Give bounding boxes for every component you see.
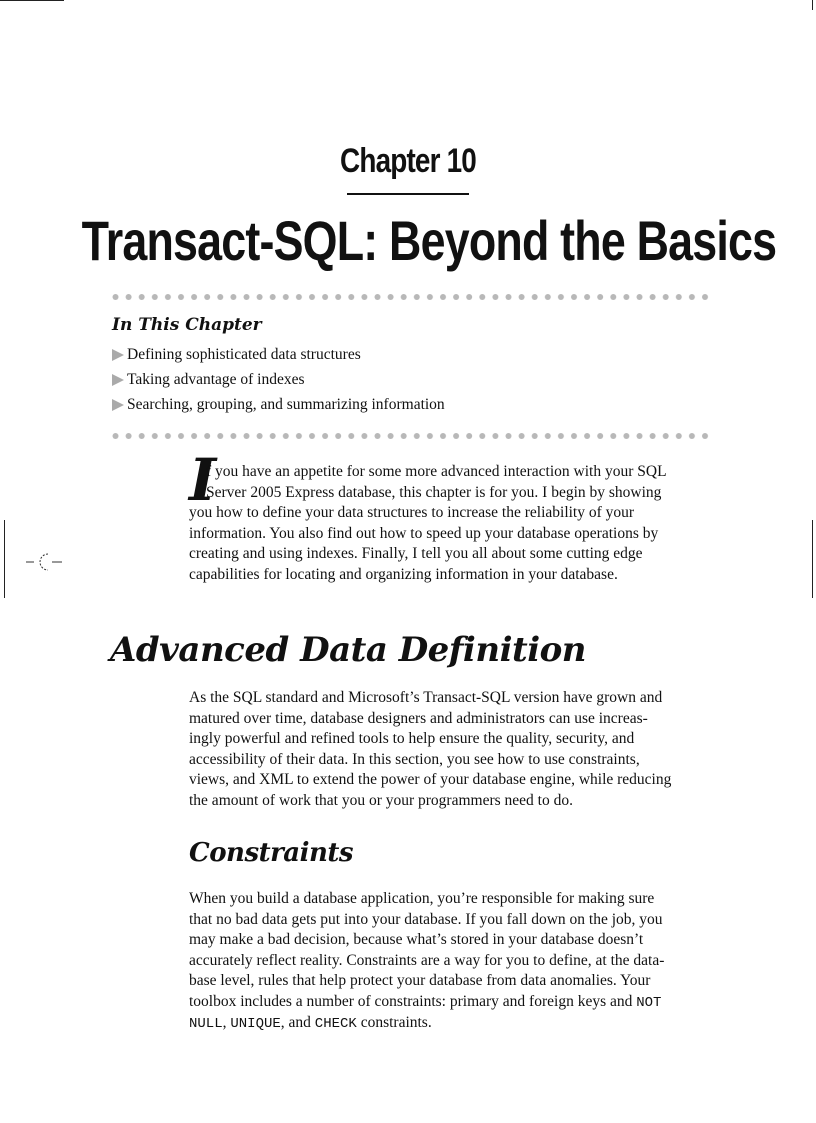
code-null: NULL <box>189 1016 223 1032</box>
bullet-arrow-icon <box>112 399 124 411</box>
in-this-chapter-heading: In This Chapter <box>112 315 262 335</box>
code-not: NOT <box>636 994 662 1011</box>
binding-mark-right <box>812 520 813 598</box>
crop-mark-top <box>0 0 64 1</box>
dotted-divider-top <box>112 293 712 301</box>
chapter-underline <box>347 193 469 195</box>
section-paragraph: As the SQL standard and Microsoft’s Transact-SQL version have grown and matured over time, database designers and administrators can use increas- ingly powerful and refined tools to help ensure the quality, security, and accessibility of their data. In this section, you see how to use constraints, views, and XML to extend the power of your database engine, while reducing the amount of work that you or your programmers need to do. <box>189 689 672 809</box>
registration-mark-icon <box>26 552 66 572</box>
intro-paragraph: f you have an appetite for some more advanced interaction with your SQL Server 2005 Express database, this chapter is for you. I begin by showing you how to define your data structures to increase the reliability of your information. You also find out how to speed up your database operations by creating and using indexes. Finally, I tell you all about some cutting edge capabilities for locating and organizing information in your database. <box>189 463 667 583</box>
chapter-title: Transact-SQL: Beyond the Basics <box>81 209 777 272</box>
list-item: Defining sophisticated data structures <box>112 342 445 367</box>
crop-mark-right <box>812 0 813 10</box>
chapter-number: Chapter 10 <box>340 142 476 180</box>
code-check: CHECK <box>314 1016 357 1032</box>
binding-mark-left <box>4 520 5 598</box>
subsection-heading-constraints: Constraints <box>189 838 354 868</box>
list-item: Searching, grouping, and summarizing information <box>112 392 445 417</box>
section-paragraph: When you build a database application, you’re responsible for making sure that no bad data gets put into your database. If you fall down on the job, you may make a bad decision, because what’s stored in your database doesn’t accurately reflect reality. Constraints are a way for you to define, at the data- base level, rules that help protect your database from data anomalies. Your toolbox includes a number of constraints: primary and foreign keys and NOT NULL, UNIQUE, and CHECK constraints. <box>189 890 665 1032</box>
section-heading-advanced-data-definition: Advanced Data Definition <box>110 630 587 670</box>
chapter-topics-list <box>112 342 445 417</box>
list-item: Taking advantage of indexes <box>112 367 445 392</box>
bullet-arrow-icon <box>112 374 124 386</box>
dotted-divider-bottom <box>112 432 712 440</box>
drop-cap: I <box>189 446 217 514</box>
code-unique: UNIQUE <box>230 1016 281 1032</box>
bullet-arrow-icon <box>112 349 124 361</box>
